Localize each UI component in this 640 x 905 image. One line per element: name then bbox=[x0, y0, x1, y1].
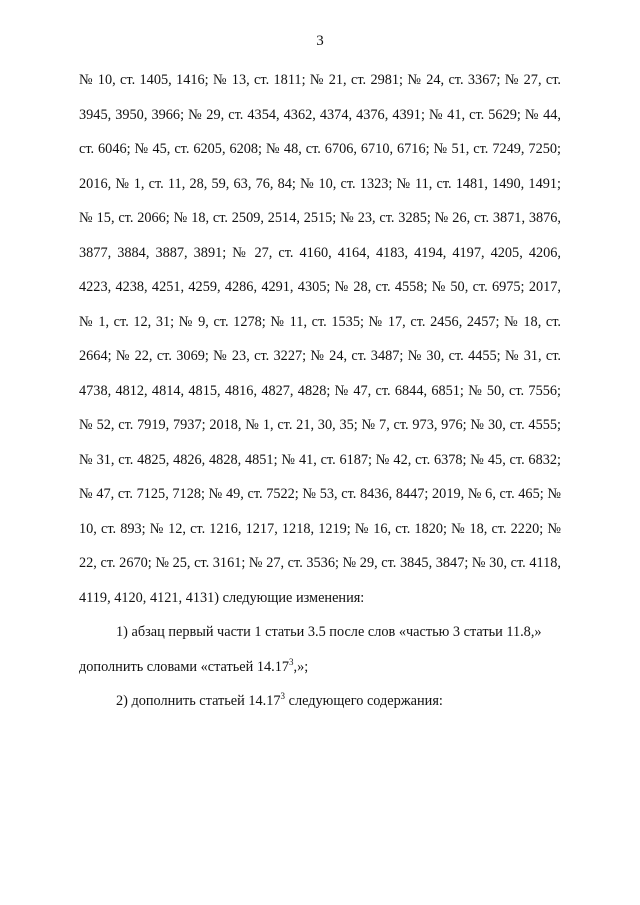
amendment-item-1-text: 1) абзац первый части 1 статьи 3.5 после слов «частью 3 статьи 11.8,» bbox=[116, 624, 542, 640]
amendment-item-2-text: 2) дополнить статьей 14.17 bbox=[116, 693, 281, 709]
amendment-item-2 bbox=[79, 684, 561, 719]
superscript-3: 3 bbox=[280, 691, 286, 702]
amendment-item-1-cont-end: ,»; bbox=[293, 658, 309, 675]
amendment-item-1-cont-text: дополнить словами «статьей 14.17 bbox=[79, 658, 290, 675]
amendment-item-1 bbox=[79, 615, 561, 650]
superscript-3: 3 bbox=[289, 656, 294, 667]
document-body bbox=[79, 63, 561, 719]
page-number: 3 bbox=[316, 33, 324, 49]
citation-paragraph: № 10, ст. 1405, 1416; № 13, ст. 1811; № 21, ст. 2981; № 24, ст. 3367; № 27, ст. 3945, 3950, 3966; № 29, ст. 4354, 4362, 4374, 4376, 4391; № 41, ст. 5629; № 44, ст. 6046; № 45, ст. 6205, 6208; № 48, ст. 6706, 6710, 6716; № 51, ст. 7249, 7250; 2016, № 1, ст. 11, 28, 59, 63, 76, 84; № 10, ст. 1323; № 11, ст. 1481, 1490, 1491; № 15, ст. 2066; № 18, ст. 2509, 2514, 2515; № 23, ст. 3285; № 26, ст. 3871, 3876, 3877, 3884, 3887, 3891; № 27, ст. 4160, 4164, 4183, 4194, 4197, 4205, 4206, 4223, 4238, 4251, 4259, 4286, 4291, 4305; № 28, ст. 4558; № 50, ст. 6975; 2017, № 1, ст. 12, 31; № 9, ст. 1278; № 11, ст. 1535; № 17, ст. 2456, 2457; № 18, ст. 2664; № 22, ст. 3069; № 23, ст. 3227; № 24, ст. 3487; № 30, ст. 4455; № 31, ст. 4738, 4812, 4814, 4815, 4816, 4827, 4828; № 47, ст. 6844, 6851; № 50, ст. 7556; № 52, ст. 7919, 7937; 2018, № 1, ст. 21, 30, 35; № 7, ст. 973, 976; № 30, ст. 4555; № 31, ст. 4825, 4826, 4828, 4851; № 41, ст. 6187; № 42, ст. 6378; № 45, ст. 6832; № 47, ст. 7125, 7128; № 49, ст. 7522; № 53, ст. 8436, 8447; 2019, № 6, ст. 465; № 10, ст. 893; № 12, ст. 1216, 1217, 1218, 1219; № 16, ст. 1820; № 18, ст. 2220; № 22, ст. 2670; № 25, ст. 3161; № 27, ст. 3536; № 29, ст. 3845, 3847; № 30, ст. 4118, 4119, 4120, 4121, 4131) следующие изменения: bbox=[79, 72, 561, 606]
amendment-item-1-continuation bbox=[79, 650, 561, 685]
amendment-item-2-end: следующего содержания: bbox=[285, 693, 443, 709]
